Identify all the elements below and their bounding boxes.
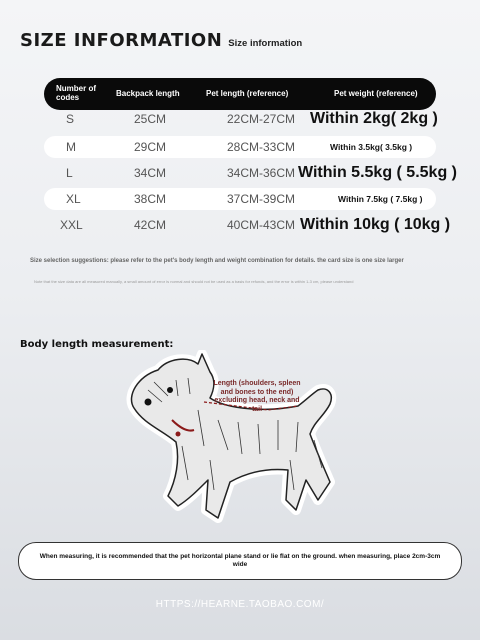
table-row xyxy=(44,136,436,158)
header-pet-length: Pet length (reference) xyxy=(206,89,289,98)
page-subtitle: Size information xyxy=(228,38,303,49)
body-length-label: Length (shoulders, spleen and bones to the end) excluding head, neck and tail xyxy=(213,380,301,413)
table-row xyxy=(44,188,436,210)
dog-illustration-icon xyxy=(118,350,348,530)
row-pet-length: 28CM-33CM xyxy=(227,140,296,154)
row-backpack: 38CM xyxy=(134,192,167,206)
row-weight: Within 2kg( 2kg ) xyxy=(310,110,438,127)
row-weight: Within 5.5kg ( 5.5kg ) xyxy=(298,164,457,181)
measurement-note: Note that the size data are all measured manually, a small amount of error is normal and should not be used as a basis for refunds, and the error is within 1-3 cm, please understand xyxy=(34,279,354,284)
body-length-title: Body length measurement: xyxy=(20,339,174,350)
row-code: S xyxy=(66,112,75,126)
table-row xyxy=(44,214,451,236)
store-url: HTTPS://HEARNE.TAOBAO.COM/ xyxy=(155,599,325,610)
row-pet-length: 37CM-39CM xyxy=(227,192,296,206)
table-row xyxy=(44,108,436,130)
row-weight: Within 7.5kg ( 7.5kg ) xyxy=(338,194,423,204)
page-title: SIZE INFORMATION xyxy=(20,30,223,51)
measure-instruction-box xyxy=(18,542,462,580)
row-backpack: 25CM xyxy=(134,112,167,126)
row-pet-length: 22CM-27CM xyxy=(227,112,296,126)
measure-instruction: When measuring, it is recommended that the pet horizontal plane stand or lie flat on the ground. when measuring, place 2cm-3cm wide xyxy=(39,553,441,568)
row-backpack: 29CM xyxy=(134,140,167,154)
row-code: XXL xyxy=(60,218,83,232)
header-codes: Number of codes xyxy=(56,84,96,102)
row-code: L xyxy=(66,166,73,180)
table-row xyxy=(44,162,457,184)
row-code: XL xyxy=(66,192,81,206)
row-pet-length: 34CM-36CM xyxy=(227,166,296,180)
row-backpack: 42CM xyxy=(134,218,167,232)
row-weight: Within 3.5kg( 3.5kg ) xyxy=(330,142,413,152)
title-row xyxy=(20,30,302,51)
row-pet-length: 40CM-43CM xyxy=(227,218,296,232)
size-suggestion: Size selection suggestions: please refer to the pet's body length and weight combination for details. the card size is one size larger xyxy=(30,258,404,264)
header-backpack-length: Backpack length xyxy=(116,89,180,98)
header-pet-weight: Pet weight (reference) xyxy=(334,89,418,98)
row-code: M xyxy=(66,140,76,154)
table-header xyxy=(44,78,436,110)
row-backpack: 34CM xyxy=(134,166,167,180)
row-weight: Within 10kg ( 10kg ) xyxy=(300,216,451,233)
